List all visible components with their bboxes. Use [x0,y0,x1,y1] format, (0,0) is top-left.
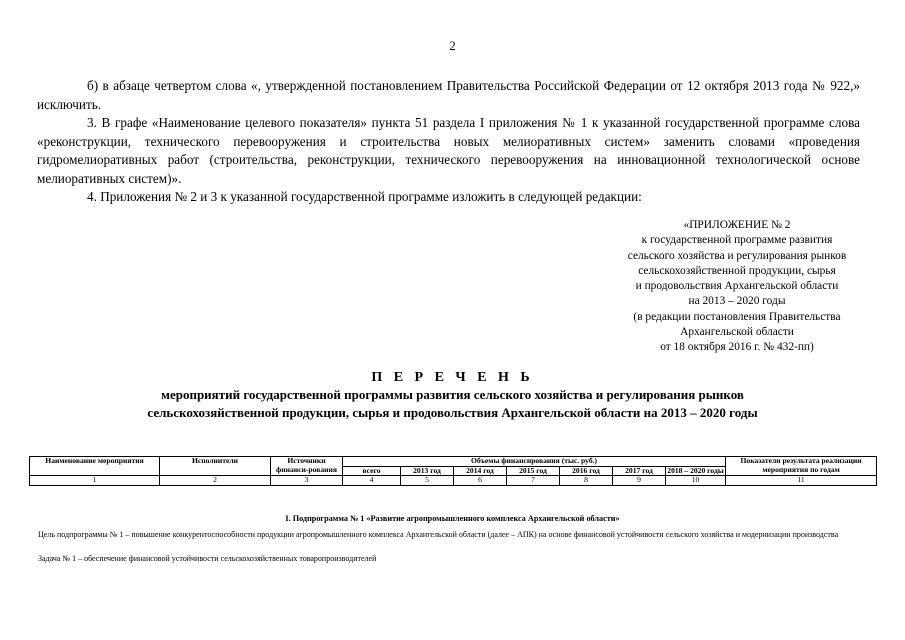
col-2018-2020-header: 2018 – 2020 годы [667,466,724,475]
subprogram-goal-text: Цель подпрограммы № 1 – повышение конкурентоспособности продукции агропромышленного комплекса Архангельской области (далее – АПК) на основе финансовой устойчивости сельского хозяйства и модернизации производства [38,530,839,539]
list-title: П Е Р Е Ч Е Н Ь [371,370,534,385]
col-sources-header: Источники финанси-рования [271,457,343,476]
column-number: 6 [454,476,507,486]
list-subtitle-line-2: сельскохозяйственной продукции, сырья и продовольствия Архангельской области на 2013 – 2020 годы [147,405,758,420]
list-subtitle [60,386,845,422]
col-2016-header: 2016 год [560,466,613,476]
appendix-header-line: от 18 октября 2016 г. № 432-пп) [660,341,814,354]
column-number: 11 [726,476,877,486]
amendment-text [37,77,860,207]
subprogram-goal [29,529,875,540]
col-results-header: Показатели результата реализации мероприятия по годам [726,457,877,476]
appendix-header-line: к государственной программе развития [641,234,833,247]
col-name-header: Наименование мероприятия [30,457,160,476]
appendix-header-line: на 2013 – 2020 годы [688,295,786,308]
appendix-header-line: «ПРИЛОЖЕНИЕ № 2 [683,219,791,231]
list-subtitle-line-1: мероприятий государственной программы развития сельского хозяйства и регулирования рынков [161,387,744,402]
appendix-header-line: (в редакции постановления Правительства [633,310,841,323]
col-2013-header: 2013 год [401,466,454,476]
table-column-numbers-row [30,476,877,486]
column-number: 10 [666,476,726,486]
column-number: 8 [560,476,613,486]
page-number: 2 [449,38,456,53]
column-number: 2 [160,476,271,486]
column-number: 7 [507,476,560,486]
column-number: 3 [271,476,343,486]
appendix-header-line: сельского хозяйства и регулирования рынков [627,249,847,262]
appendix-header-line: и продовольствия Архангельской области [635,280,839,293]
col-volumes-header: Объемы финансирования (тыс. руб.) [343,457,726,467]
appendix-header-line: Архангельской области [680,326,794,339]
col-executors-header: Исполнители [160,457,271,476]
table-header-row [30,457,877,467]
col-2014-header: 2014 год [454,466,507,476]
paragraph-b: б) в абзаце четвертом слова «, утвержденной постановлением Правительства Российской Федерации от 12 октября 2013 года № 922,» исключить. [37,78,860,112]
col-2017-header: 2017 год [613,466,666,476]
column-number: 5 [401,476,454,486]
appendix-header-line: сельскохозяйственной продукции, сырья [638,264,836,277]
subprogram-title: I. Подпрограмма № 1 «Развитие агропромышленного комплекса Архангельской области» [285,514,620,523]
column-number: 4 [343,476,401,486]
subprogram-task: Задача № 1 – обеспечение финансовой устойчивости сельскохозяйственных товаропроизводителей [38,554,377,563]
paragraph-4: 4. Приложения № 2 и 3 к указанной государственной программе изложить в следующей редакции: [87,189,642,204]
paragraph-3: 3. В графе «Наименование целевого показателя» пункта 51 раздела I приложения № 1 к указанной государственной программе слова «реконструкции, технического перевооружения и строительства новых мелиоративных систем» заменить словами «проведения гидромелиоративных работ (строительства, реконструкции, технического перевооружения на инновационной технологической основе мелиоративных систем)». [37,115,860,186]
appendix-header [592,218,882,356]
column-number: 1 [30,476,160,486]
col-total-header: всего [343,466,401,476]
col-2015-header: 2015 год [507,466,560,476]
column-number: 9 [613,476,666,486]
financing-table [29,456,877,486]
